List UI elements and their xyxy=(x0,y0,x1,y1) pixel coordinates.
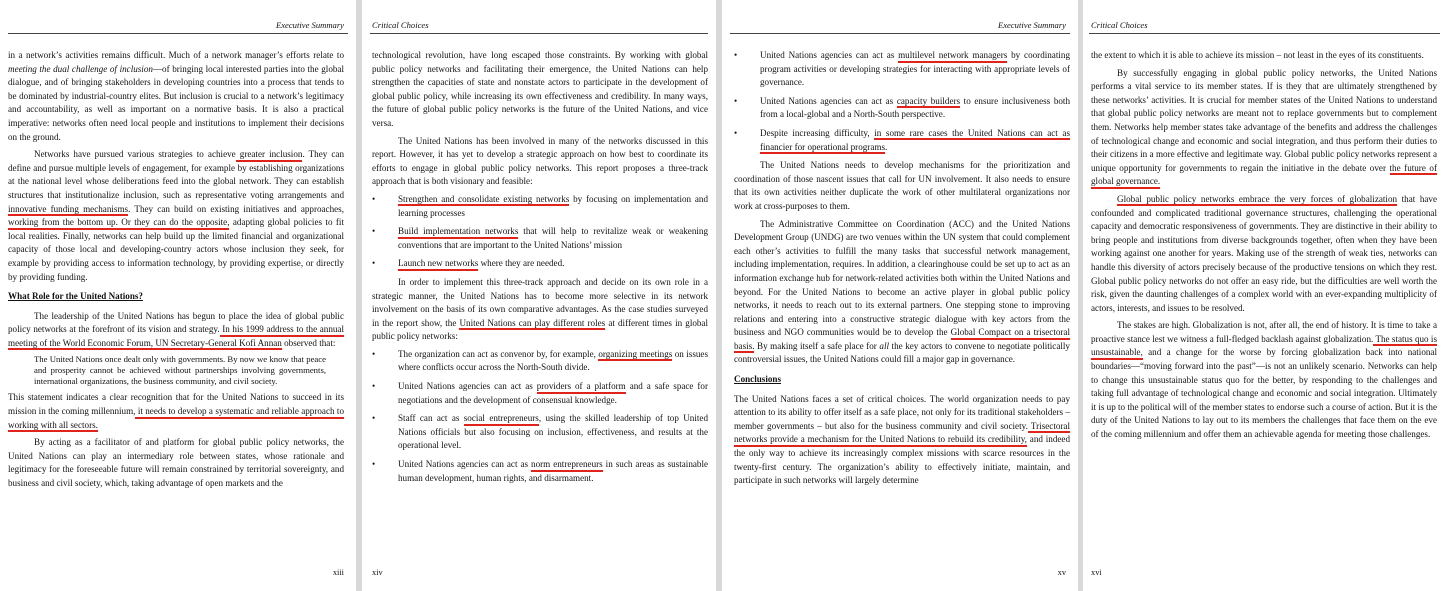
paragraph: Global public policy networks embrace the very forces of globalization that have confounded and complicated traditional governance structures, challenging the operational capacity and democratic responsiveness of governments. They are distinctive in their ability to bring people and institutions from diverse backgrounds together, often when they have been working against one another for years. Making use of the strength of weak ties, networks can handle this diversity of actors precisely because of the productive tensions on which they rest. Global public policy networks do not offer an easy ride, but the difficulties are well worth the risk, given the daunting challenges of a complex world with an ever-expanding multiplicity of actors, interests, and issues to be resolved. xyxy=(1091,193,1437,313)
running-header: Executive Summary xyxy=(275,20,344,30)
paragraph: In order to implement this three-track approach and decide on its own role in a strategic manner, the United Nations has to become more selective in its network involvement on the basis of its own comparative advantages. As the case studies surveyed in the report show, the United Nations can play different roles at different times in global public policy networks: xyxy=(372,276,708,342)
bullet-item: • United Nations agencies can act as multilevel network managers by coordinating program activities or developing strategies for interacting with appropriate levels of governance. xyxy=(734,49,1070,90)
bullet-item: • Despite increasing difficulty, in some rare cases the United Nations can act as financier for operational programs. xyxy=(734,127,1070,154)
section-heading: Conclusions xyxy=(734,374,782,385)
bullet-item: • Launch new networks where they are needed. xyxy=(372,257,708,271)
underlined-highlight: United Nations can play different roles xyxy=(459,318,605,331)
page-number: xv xyxy=(1057,568,1066,577)
header-rule xyxy=(1089,33,1440,34)
paragraph: By acting as a facilitator of and platform for global public policy networks, the United Nations can play an intermediary role between states, whose rationale and legitimacy for the foreseeable future will remain constrained by territorial sovereignty, and business and civil society, which, taking advantage of open markets and the xyxy=(8,437,344,489)
paragraph: in a network’s activities remains difficult. Much of a network manager’s efforts relate to meeting the dual challenge of inclusion—of bringing local interested parties into the global dialogue, and of bringing stakeholders in developing countries into a process that tends to be dominated by industrial-country elites. But inclusion is crucial to a network’s legitimacy and accountability, as well as important on a normative basis. It is also a practical imperative: networks often need local people and institutions to implement their decisions on the ground. xyxy=(8,50,344,142)
header-rule xyxy=(370,33,708,34)
bullet-item: • United Nations agencies can act as providers of a platform and a safe space for negotiations and the development of consensual knowledge. xyxy=(372,380,708,407)
paragraph: The United Nations faces a set of critical choices. The world organization needs to pay attention to its ability to offer itself as a safe place, not only for its traditional stakeholders – member governments – but also for the business community and civil society. Trisectoral networks provide a mechanism for the United Nations to rebuild its credibility, and indeed the only way to achieve its increasingly complex missions with scarce resources in the twenty-first century. The organization’s ability to effectively initiate, maintain, and participate in such networks will largely determine xyxy=(734,393,1071,486)
running-header: Executive Summary xyxy=(997,20,1066,30)
page-body xyxy=(372,49,708,490)
underlined-highlight: innovative funding mechanisms xyxy=(8,204,128,217)
underlined-highlight: In his 1999 address to the annual meeting of the World Economic Forum, UN Secretary-General Kofi Annan xyxy=(8,324,344,350)
paragraph: The United Nations has been involved in many of the networks discussed in this report. However, it has yet to develop a strategic approach on how best to coordinate its efforts to engage in global public policy networks. This report proposes a three-track approach that is both visionary and feasible: xyxy=(372,135,708,187)
underlined-highlight: capacity builders xyxy=(897,96,960,109)
bullet-item: • Build implementation networks that will help to revitalize weak or weakening conventions that are important to the United Nations’ mission xyxy=(372,225,708,252)
page-number: xvi xyxy=(1091,568,1102,577)
page-xiii xyxy=(0,0,356,591)
header-rule xyxy=(730,33,1070,34)
header-rule xyxy=(8,33,348,34)
paragraph: the extent to which it is able to achieve its mission – not least in the eyes of its constituents. xyxy=(1091,50,1424,60)
underlined-highlight: the future of global governance. xyxy=(1091,163,1437,189)
paragraph: The United Nations needs to develop mechanisms for the prioritization and coordination of those nascent issues that call for UN involvement. It also needs to ensure that its own activities neither duplicate the work of other multilateral organizations nor work at cross-purposes to them. xyxy=(734,160,1070,211)
underlined-highlight: Build implementation networks xyxy=(398,226,518,239)
paragraph: The stakes are high. Globalization is not, after all, the end of history. It is time to take a proactive stance lest we witness a full-fledged backlash against globalization. The status quo is unsustainable, and a change for the worse by forcing globalization back into national boundaries—“moving forward into the past”—is not an unlikely scenario. Networks can help to change this unsustainable status quo for the better, by responding to the challenges and taking full advantage of technological change and economic and social integration. Ultimately it is up to the political will of the member states to endorse such a course of action. But it is the duty of the United Nations to lay out to its members the challenges that face them on the eve of the coming millennium and offer them an achievable agenda for meeting those challenges. xyxy=(1091,320,1437,440)
page-body xyxy=(1091,49,1437,446)
underlined-highlight: Global public policy networks embrace the very forces of globalization xyxy=(1117,194,1397,207)
page-body xyxy=(8,49,344,495)
page-xiv xyxy=(362,0,716,591)
page-xvi xyxy=(1083,0,1456,591)
bullet-item: • United Nations agencies can act as norm entrepreneurs in such areas as sustainable human development, human rights, and disarmament. xyxy=(372,458,708,485)
running-header: Critical Choices xyxy=(372,20,429,30)
underlined-highlight: Launch new networks xyxy=(398,258,478,271)
page-number: xiii xyxy=(332,568,344,577)
underlined-highlight: multilevel network managers xyxy=(898,50,1007,63)
underlined-highlight: Global Compact on a trisectoral basis. xyxy=(734,327,1070,353)
page-xv xyxy=(722,0,1078,591)
underlined-highlight: providers of a platform xyxy=(537,381,626,394)
underlined-highlight: norm entrepreneurs xyxy=(531,459,603,472)
page-body xyxy=(734,49,1070,492)
underlined-highlight: working from the bottom up. Or they can do the opposite, xyxy=(8,217,229,230)
bullet-item: • United Nations agencies can act as capacity builders to ensure inclusiveness both from a local-global and a North-South perspective. xyxy=(734,95,1070,122)
paragraph: Networks have pursued various strategies to achieve greater inclusion. They can define and pursue multiple levels of engagement, for example by establishing organizations at the national level whose deliberations feed into the global network. They can establish structures that institutionalize inclusion, such as representative voting arrangements and innovative funding mechanisms. They can build on existing initiatives and approaches, working from the bottom up. Or they can do the opposite, adapting global policies to fit local realities. Finally, networks can help build up the limited financial and organizational capacity of those local and developing-country actors whose inclusion they seek, for example by providing access to information technology, by providing expertise, or directly by providing funding. xyxy=(8,149,344,282)
underlined-highlight: Trisectoral networks provide a mechanism for the United Nations to rebuild its credibility, xyxy=(734,421,1070,447)
paragraph: This statement indicates a clear recognition that for the United Nations to succeed in its mission in the coming millennium, it needs to develop a systematic and reliable approach to working with all sectors. xyxy=(8,391,344,432)
underlined-highlight: organizing meetings xyxy=(598,349,672,362)
page-number: xiv xyxy=(372,568,383,577)
underlined-highlight: Strengthen and consolidate existing networks xyxy=(398,194,569,207)
paragraph: By successfully engaging in global public policy networks, the United Nations performs a vital service to its member states. If is they that are ultimately strengthened by these networks’ activities. It is crucial for member states of the United Nations to understand that global public policy networks are meant not to replace governments but to complement them. Networks help member states take advantage of the benefits and address the challenges of technological change and economic and social integration, and thus perform their duties to their citizens in a more effective and legitimate way. Global public policy networks represent a unique opportunity for governments to regain the initiative in the debate over the future of global governance. xyxy=(1091,67,1437,189)
bullet-item: • The organization can act as convenor by, for example, organizing meetings on issues where conflicts occur across the North-South divide. xyxy=(372,348,708,375)
paragraph: technological revolution, have long escaped those constraints. By working with global public policy networks and facilitating their emergence, the United Nations can help strengthen the capacities of state and nonstate actors to participate in the development of global public policy, while increasing its own effectiveness and credibility. In many ways, the future of global public policy networks is the future of the United Nations, and vice versa. xyxy=(372,50,708,128)
underlined-highlight: The status quo is unsustainable, xyxy=(1091,334,1437,360)
bullet-item: • Strengthen and consolidate existing networks by focusing on implementation and learning processes xyxy=(372,193,708,220)
section-heading: What Role for the United Nations? xyxy=(8,291,143,302)
block-quote: The United Nations once dealt only with governments. By now we know that peace and prosperity cannot be achieved without partnerships involving governments, international organizations, the business community, and civil society. xyxy=(34,354,326,387)
underlined-highlight: it needs to develop a systematic and reliable approach to working with all sectors. xyxy=(8,406,344,432)
paragraph: The leadership of the United Nations has begun to place the idea of global public policy networks at the forefront of its vision and strategy. In his 1999 address to the annual meeting of the World Economic Forum, UN Secretary-General Kofi Annan observed that: xyxy=(8,310,344,351)
underlined-highlight: greater inclusion xyxy=(236,149,303,162)
underlined-highlight: social entrepreneurs xyxy=(464,413,539,426)
bullet-item: • Staff can act as social entrepreneurs, using the skilled leadership of top United Nations officials but also focusing on inclusion, effectiveness, and results at the operational level. xyxy=(372,412,708,453)
paragraph: The Administrative Committee on Coordination (ACC) and the United Nations Development Group (UNDG) are two venues within the UN system that could complement each other’s activities to fulfill the many tasks that successful network management, including implementation, requires. In addition, a clearinghouse could be set up to act as an information exchange hub for network-related activities both within the United Nations and beyond. For the United Nations to become an active player in global public policy networks, it needs to reach out to its external partners. One stepping stone to improving relations and entering into a constructive strategic dialogue with key actors from the business and NGO communities would be to develop the Global Compact on a trisectoral basis. By making itself a safe place for all the key actors to convene to negotiate politically controversial issues, the United Nations could fill a major gap in governance. xyxy=(734,218,1070,365)
running-header: Critical Choices xyxy=(1091,20,1148,30)
underlined-highlight: in some rare cases the United Nations can act as financier for operational programs xyxy=(760,128,1070,154)
